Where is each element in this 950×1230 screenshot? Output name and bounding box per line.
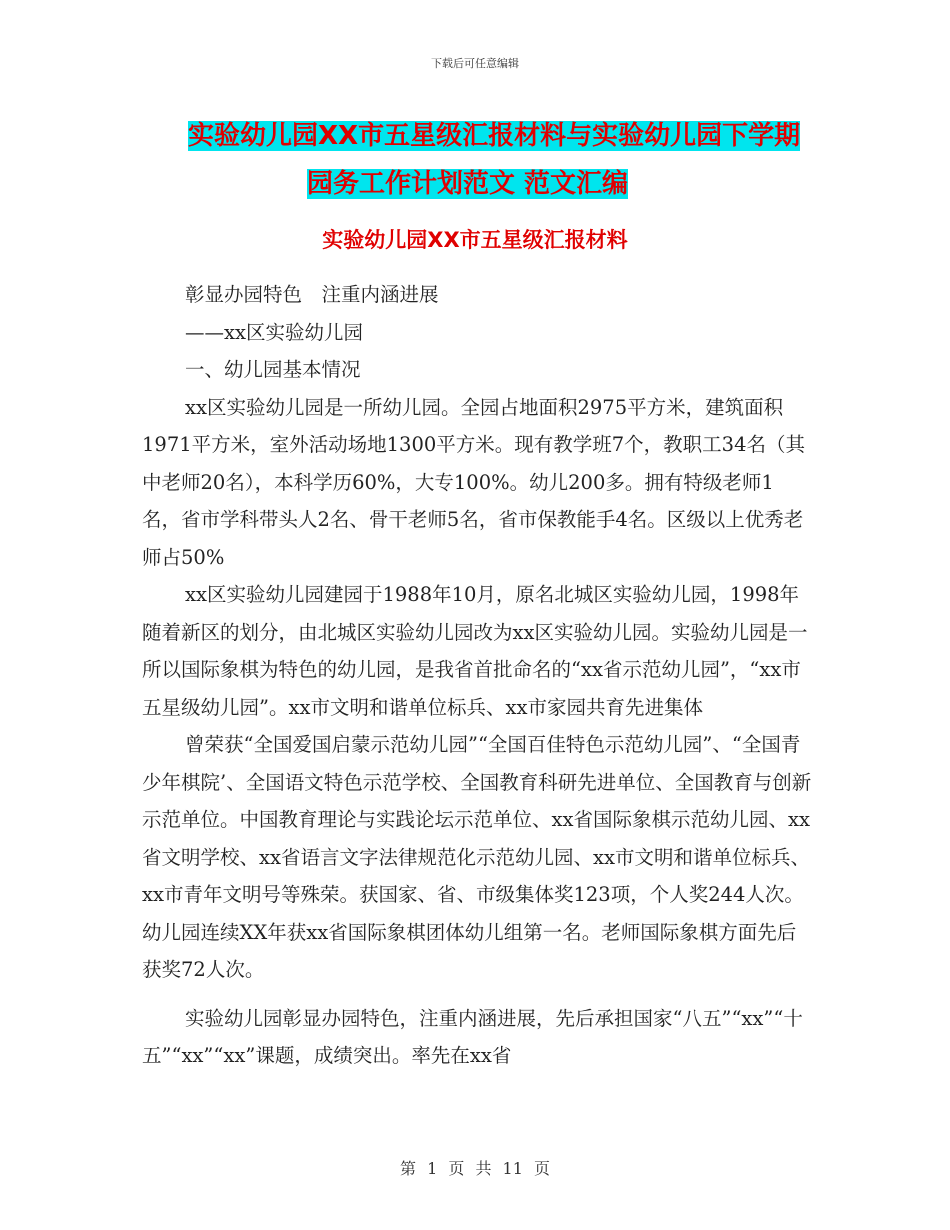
title-line-1: 实验幼儿园XX市五星级汇报材料与实验幼儿园下学期 — [188, 121, 801, 151]
header-note: 下载后可任意编辑 — [431, 57, 519, 70]
document-title — [188, 112, 808, 208]
paragraph-2: xx区实验幼儿园建园于1988年10月，原名北城区实验幼儿园，1998年随着新区的划分，由北城区实验幼儿园改为xx区实验幼儿园。实验幼儿园是一所以国际象棋为特色的幼儿园，是我省首批命名的“xx省示范幼儿园”，“xx市五星级幼儿园”。xx市文明和谐单位标兵、xx市家园共育先进集体 — [142, 583, 808, 719]
paragraph-4: 实验幼儿园彰显办园特色，注重内涵进展，先后承担国家“八五”“xx”“十五”“xx”“xx”课题，成绩突出。率先在xx省 — [142, 1006, 803, 1067]
author-line: ——xx区实验幼儿园 — [185, 320, 363, 344]
section-heading: 一、幼儿园基本情况 — [185, 358, 361, 381]
paragraph-3: 曾荣获“全国爱国启蒙示范幼儿园”“全国百佳特色示范幼儿园”、“全国青少年棋院’、全国语文特色示范学校、全国教育科研先进单位、全国教育与创新示范单位。中国教育理论与实践论坛示范单位、xx省国际象棋示范幼儿园、xx省文明学校、xx省语言文字法律规范化示范幼儿园、xx市文明和谐单位标兵、xx市青年文明号等殊荣。获国家、省、市级集体奖123项，个人奖244人次。幼儿园连续XX年获xx省国际象棋团体幼儿组第一名。老师国际象棋方面先后获奖72人次。 — [142, 733, 812, 981]
paragraph-1: xx区实验幼儿园是一所幼儿园。全园占地面积2975平方米，建筑面积1971平方米，室外活动场地1300平方米。现有教学班7个，教职工34名（其中老师20名），本科学历60%，大专100%。幼儿200多。拥有特级老师1名，省市学科带头人2名、骨干老师5名，省市保教能手4名。区级以上优秀老师占50% — [142, 395, 805, 569]
title-line-2: 园务工作计划范文 范文汇编 — [307, 169, 629, 199]
document-body — [142, 276, 812, 1075]
section-title: 实验幼儿园XX市五星级汇报材料 — [322, 228, 628, 252]
page-footer: 第 1 页 共 11 页 — [400, 1159, 550, 1178]
motto-line: 彰显办园特色 注重内涵进展 — [185, 283, 439, 306]
